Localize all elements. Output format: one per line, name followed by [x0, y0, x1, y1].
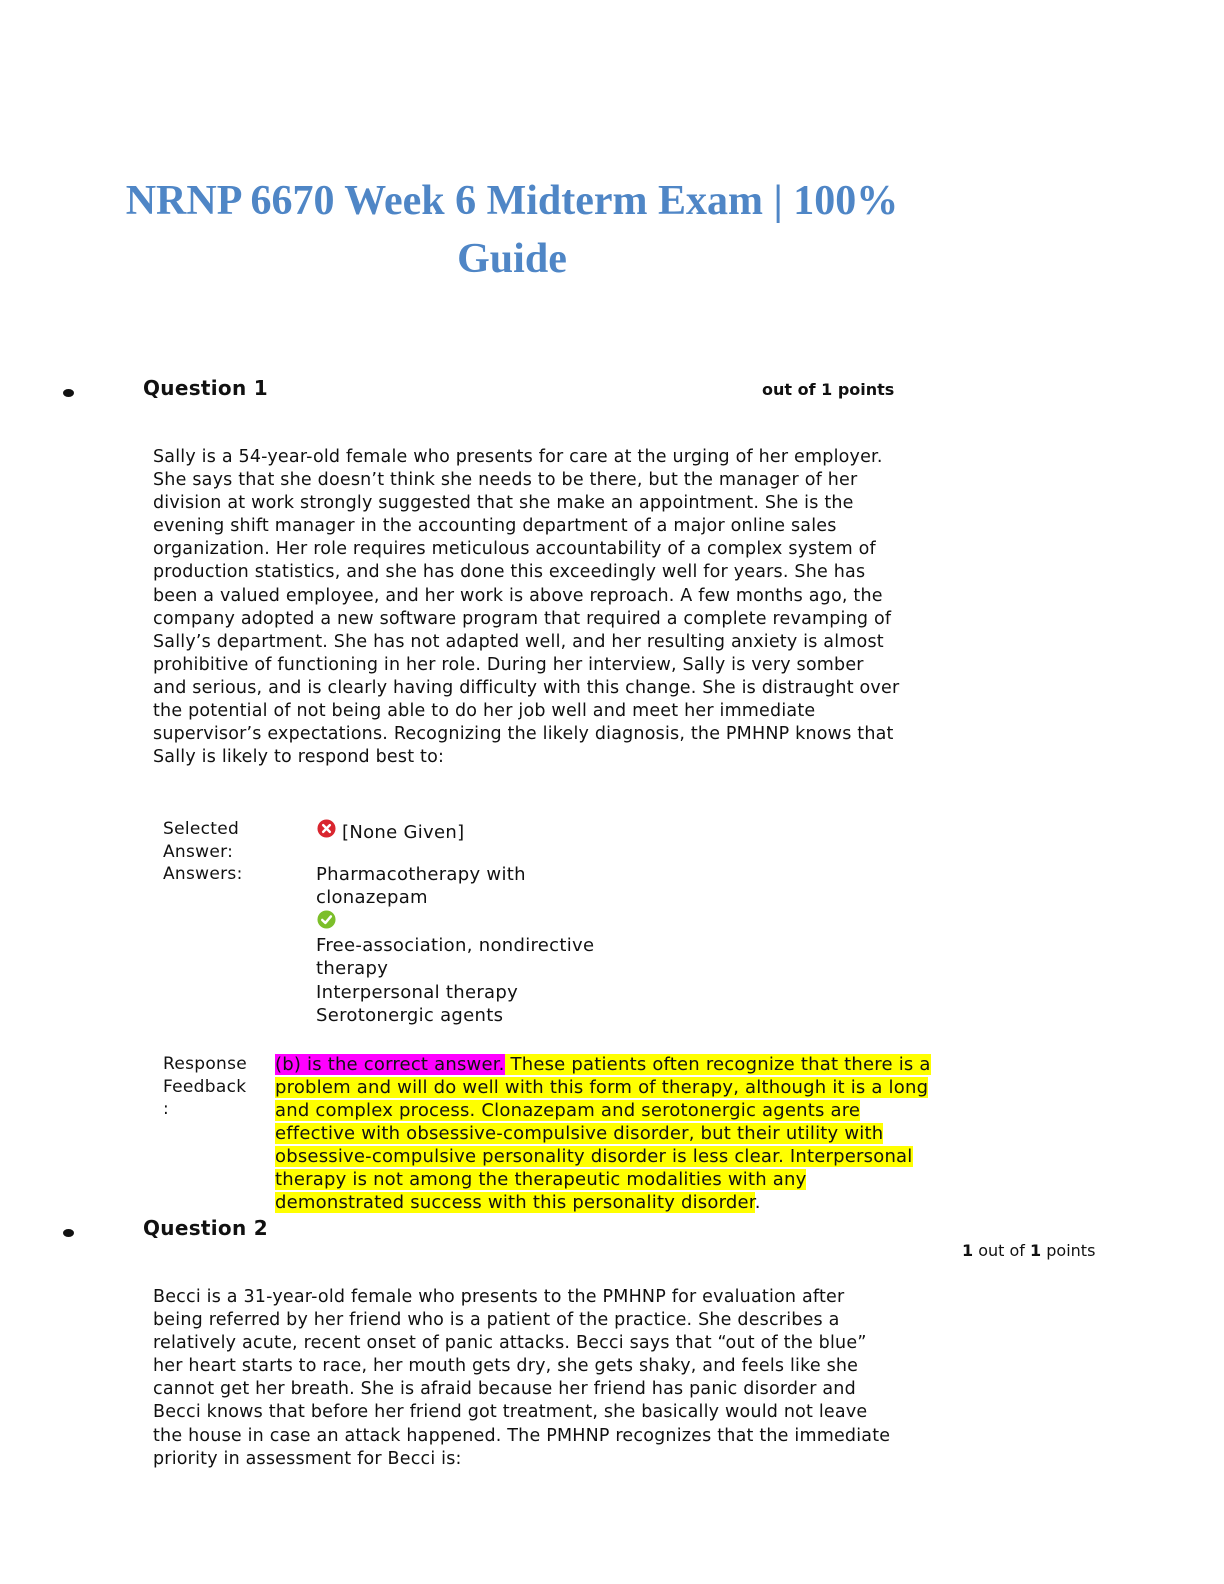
question-1-title: Question 1 — [143, 376, 268, 400]
question-2-points — [962, 1241, 1095, 1260]
question-1-points: out of 1 points — [762, 380, 895, 399]
stem-line: being referred by her friend who is a patient of the practice. She describes a — [153, 1310, 840, 1331]
answer-line: clonazepam — [316, 887, 428, 908]
question-1-stem — [153, 446, 899, 769]
answer-option-correct — [316, 934, 594, 980]
stem-line: organization. Her role requires meticulous accountability of a complex system of — [153, 539, 876, 560]
answer-line: Free-association, nondirective — [316, 935, 595, 956]
question-1-bullet — [63, 389, 74, 397]
title-line-2: Guide — [457, 236, 567, 282]
stem-line: and serious, and is clearly having difficulty with this change. She is distraught over — [153, 677, 900, 698]
stem-line: prohibitive of functioning in her role. During her interview, Sally is very somber — [153, 654, 864, 675]
selected-label-line: Answer: — [163, 841, 234, 862]
correct-check-icon — [317, 910, 336, 929]
feedback-line: effective with obsessive-compulsive disorder, but their utility with — [275, 1123, 884, 1144]
stem-line: production statistics, and she has done this exceedingly well for years. She has — [153, 562, 866, 583]
stem-line: Becci is a 31-year-old female who presents to the PMHNP for evaluation after — [153, 1287, 845, 1307]
feedback-line: problem and will do well with this form of therapy, although it is a long — [275, 1077, 929, 1098]
stem-line: Sally’s department. She has not adapted well, and her resulting anxiety is almost — [153, 631, 884, 652]
feedback-line: therapy is not among the therapeutic modalities with any — [275, 1169, 807, 1190]
question-2-stem — [153, 1286, 890, 1471]
feedback-line: and complex process. Clonazepam and serotonergic agents are — [275, 1100, 861, 1121]
stem-line: division at work strongly suggested that she make an appointment. She is the — [153, 493, 854, 514]
stem-line: been a valued employee, and her work is above reproach. A few months ago, the — [153, 585, 883, 606]
answer-option: Interpersonal therapy — [316, 982, 519, 1003]
question-2-bullet — [63, 1229, 74, 1237]
feedback-label-line: : — [163, 1099, 170, 1119]
answer-line: therapy — [316, 958, 389, 979]
selected-answer-label — [163, 818, 239, 863]
title-line-1: NRNP 6670 Week 6 Midterm Exam | 100% — [125, 178, 899, 224]
answer-line: Pharmacotherapy with — [316, 864, 526, 885]
stem-line: Sally is likely to respond best to: — [153, 747, 445, 768]
stem-line: She says that she doesn’t think she needs to be there, but the manager of her — [153, 470, 858, 491]
points-mid: out of — [973, 1241, 1031, 1260]
stem-line: supervisor’s expectations. Recognizing the likely diagnosis, the PMHNP knows that — [153, 724, 894, 745]
document-title — [60, 172, 964, 288]
response-feedback-label — [163, 1053, 247, 1121]
feedback-label-line: Feedback — [163, 1076, 247, 1097]
stem-line: relatively acute, recent onset of panic attacks. Becci says that “out of the blue” — [153, 1333, 867, 1354]
stem-line: the house in case an attack happened. The PMHNP recognizes that the immediate — [153, 1425, 891, 1446]
stem-line: priority in assessment for Becci is: — [153, 1448, 462, 1469]
answer-option: Serotonergic agents — [316, 1005, 504, 1026]
feedback-end: . — [754, 1192, 761, 1213]
question-2-title: Question 2 — [143, 1216, 268, 1240]
feedback-label-line: Response — [163, 1054, 248, 1074]
answers-label: Answers: — [163, 864, 243, 884]
points-score: 1 — [962, 1241, 974, 1260]
selected-label-line: Selected — [163, 819, 240, 839]
stem-line: evening shift manager in the accounting department of a major online sales — [153, 516, 837, 537]
points-total: 1 — [1030, 1241, 1042, 1260]
stem-line: Becci knows that before her friend got treatment, she basically would not leave — [153, 1402, 868, 1423]
points-end: points — [1041, 1241, 1096, 1260]
answer-option — [316, 863, 526, 909]
stem-line: cannot get her breath. She is afraid because her friend has panic disorder and — [153, 1379, 856, 1400]
response-feedback-text — [275, 1053, 931, 1214]
correct-answer-highlight: (b) is the correct answer. — [275, 1054, 505, 1075]
selected-answer-value: [None Given] — [342, 822, 465, 843]
incorrect-x-icon — [317, 819, 336, 838]
stem-line: the potential of not being able to do her job well and meet her immediate — [153, 701, 816, 722]
feedback-line: obsessive-compulsive personality disorder is less clear. Interpersonal — [275, 1146, 913, 1167]
stem-line: her heart starts to race, her mouth gets dry, she gets shaky, and feels like she — [153, 1356, 859, 1377]
stem-line: Sally is a 54-year-old female who presents for care at the urging of her employer. — [153, 447, 883, 467]
feedback-line: demonstrated success with this personality disorder — [275, 1192, 755, 1213]
stem-line: company adopted a new software program that required a complete revamping of — [153, 608, 892, 629]
feedback-line: These patients often recognize that there is a — [504, 1054, 931, 1075]
